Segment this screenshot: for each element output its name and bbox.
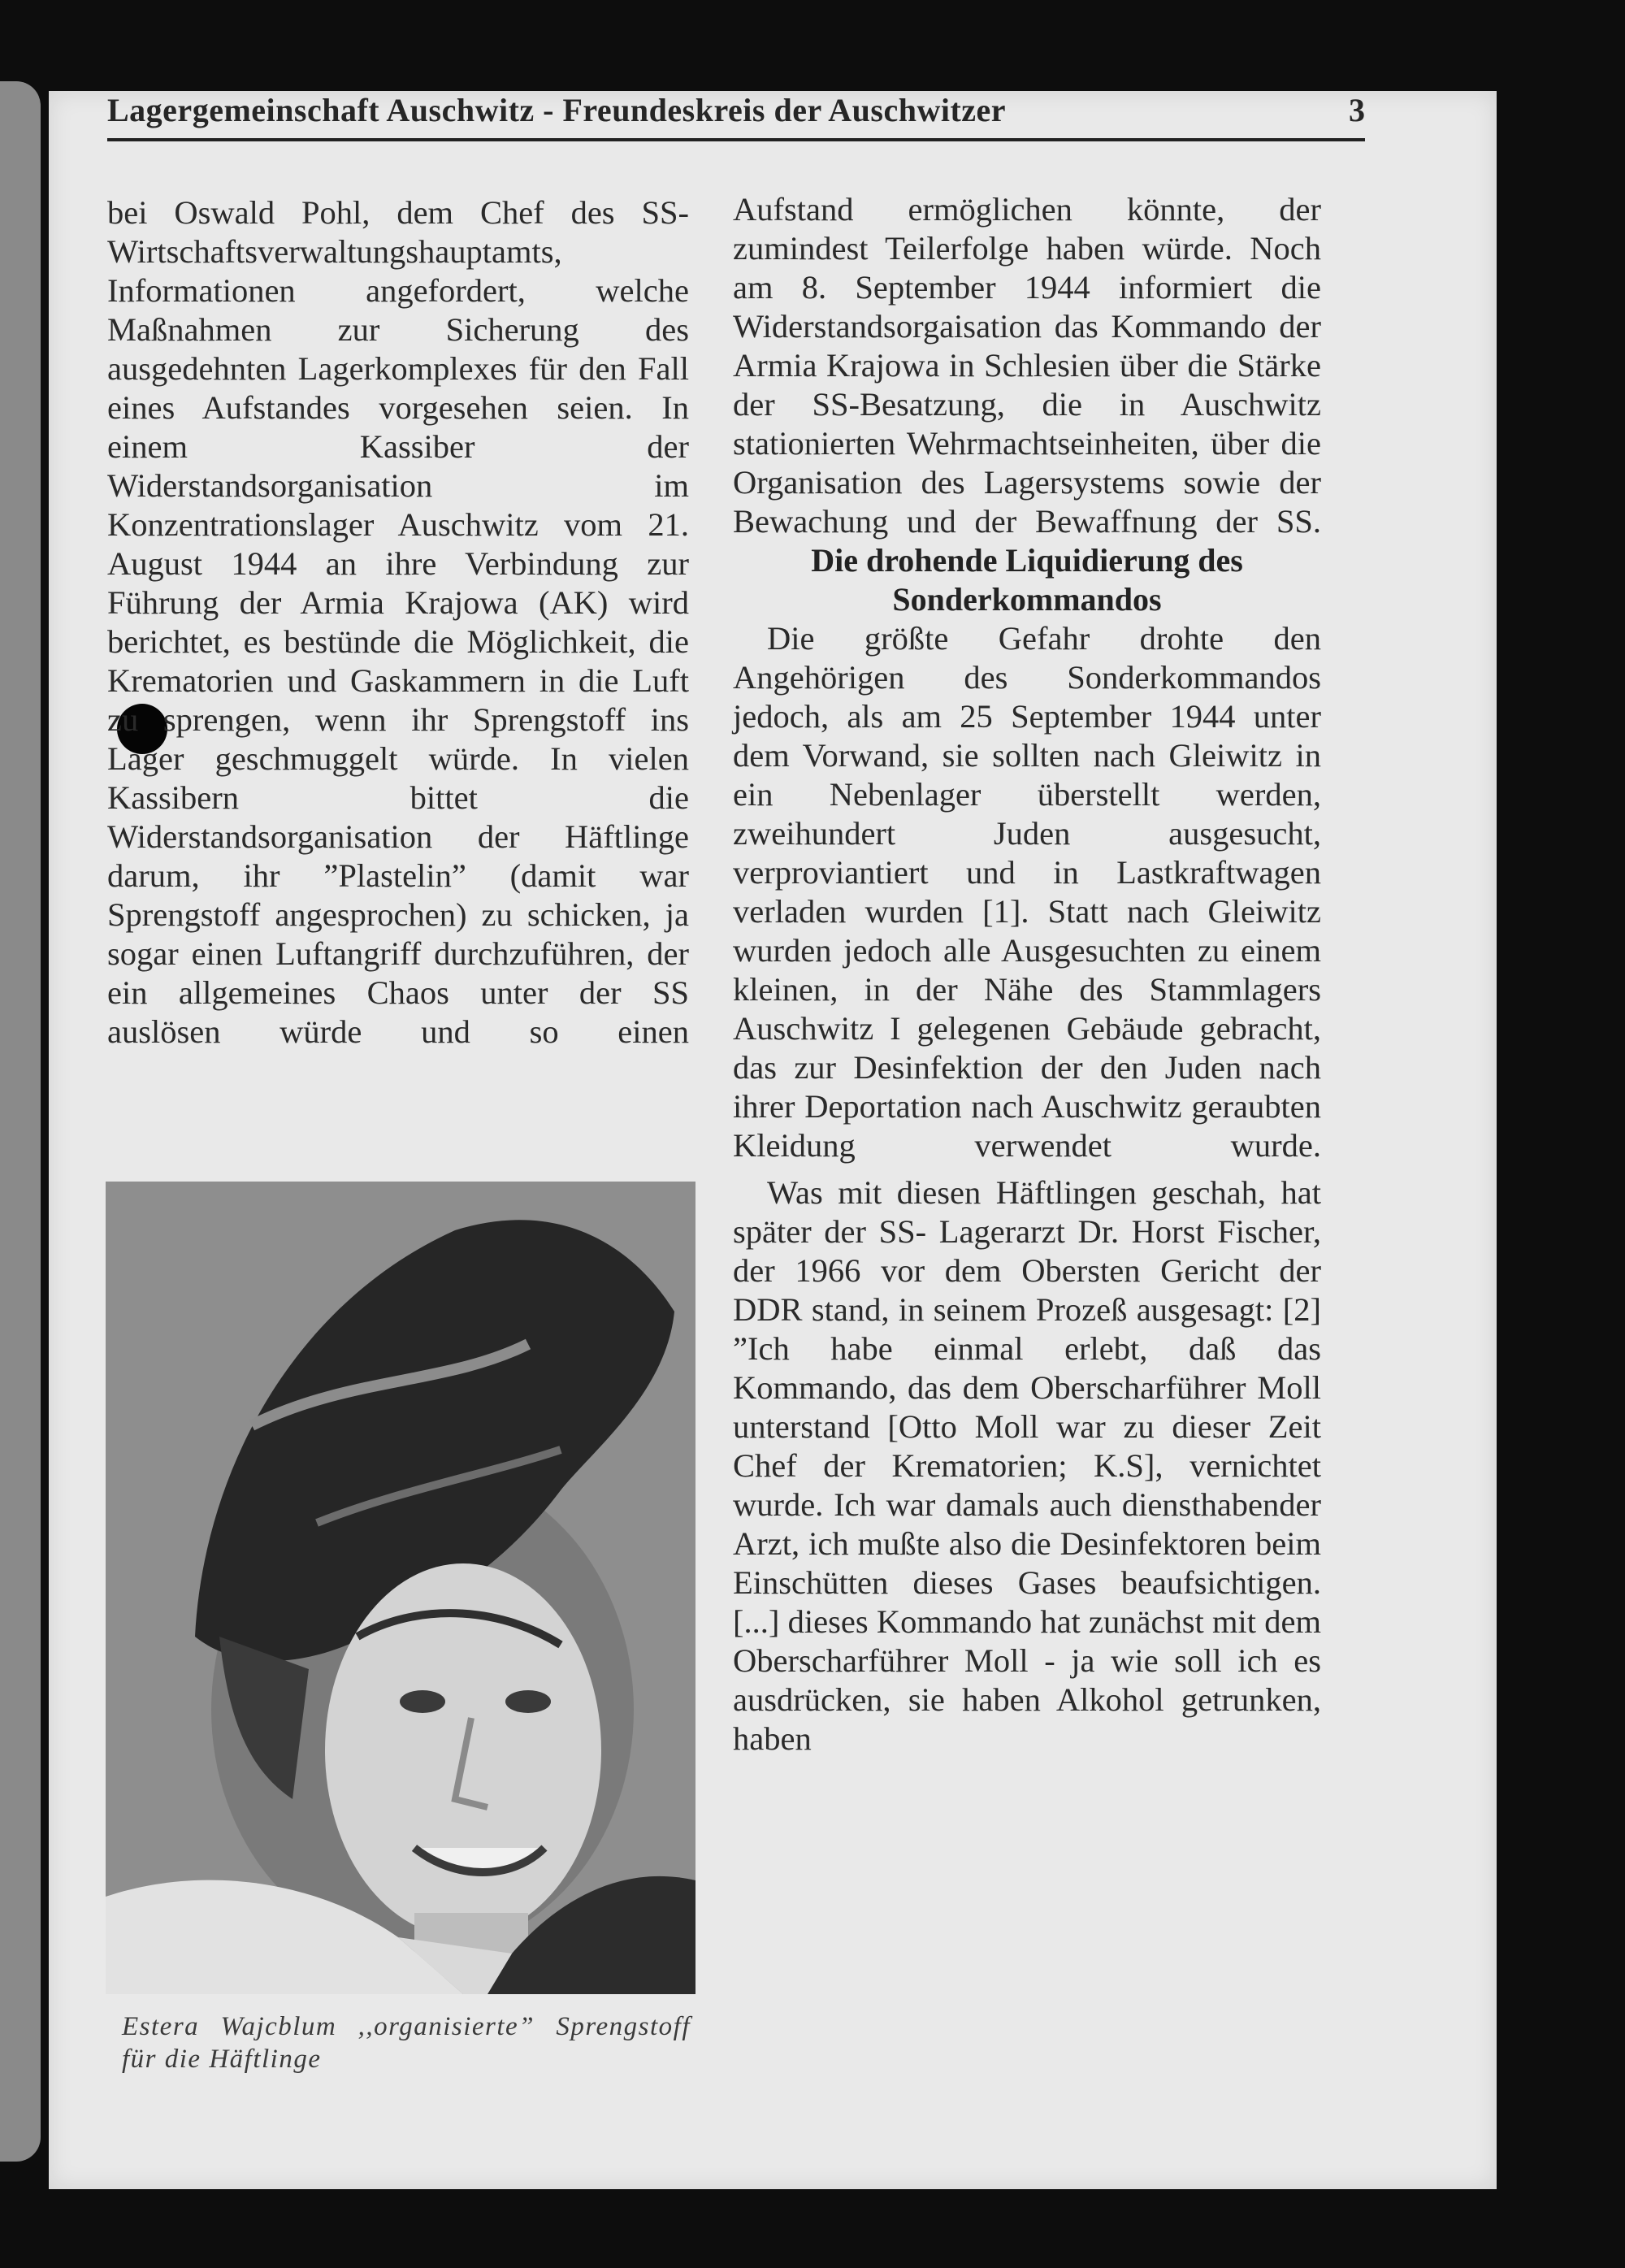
right-column — [733, 190, 1321, 1758]
header-title: Lagergemeinschaft Auschwitz - Freundeskreis der Auschwitzer — [107, 92, 1007, 128]
photo-caption: Estera Wajcblum ,,organisierte” Sprengstoff für die Häftlinge — [122, 2012, 691, 2074]
section-heading: Die drohende Liquidierung des Sonderkommandos — [811, 542, 1243, 618]
adjacent-page-edge — [0, 81, 41, 2162]
left-column — [107, 193, 689, 1052]
right-paragraph-2: Die größte Gefahr drohte den Angehörigen des Sonderkommandos jedoch, als am 25 September 1944 unter dem Vorwand, sie sollten nach Gleiwitz in ein Nebenlager überstellt werden, zweihundert Juden ausgesucht, verproviantiert und in Lastkraftwagen verladen wurden [1]. Statt nach Gleiwitz wurden jedoch alle Ausgesuchten zu einem kleinen, in der Nähe des Stammlagers Auschwitz I gelegenen Gebäude gebracht, das zur Desinfektion der den Juden nach ihrer Deportation nach Auschwitz geraubten Kleidung verwendet wurde. — [733, 620, 1321, 1164]
left-paragraph: bei Oswald Pohl, dem Chef des SS-Wirtschaftsverwaltungshauptamts, Informationen angefordert, welche Maßnahmen zur Sicherung des ausgedehnten Lagerkomplexes für den Fall eines Aufstandes vorgesehen seien. In einem Kassiber der Widerstandsorganisation im Konzentrationslager Auschwitz vom 21. August 1944 an ihre Verbindung zur Führung der Armia Krajowa (AK) wird berichtet, es bestünde die Möglichkeit, die Krematorien und Gaskammern in die Luft zu sprengen, wenn ihr Sprengstoff ins Lager geschmuggelt würde. In vielen Kassibern bittet die Widerstandsorganisation der Häftlinge darum, ihr ”Plastelin” (damit war Sprengstoff angesprochen) zu schicken, ja sogar einen Luftangriff durchzuführen, der ein allgemeines Chaos unter der SS auslösen würde und so einen — [107, 194, 689, 1050]
right-paragraph-1: Aufstand ermöglichen könnte, der zumindest Teilerfolge haben würde. Noch am 8. September 1944 informiert die Widerstandsorgaisation das Kommando der Armia Krajowa in Schlesien über die Stärke der SS-Besatzung, die in Auschwitz stationierten Wehrmachtseinheiten, über die Organisation des Lagersystems sowie der Bewachung und der Bewaffnung der SS. — [733, 191, 1321, 540]
portrait-photo — [106, 1182, 696, 1994]
right-paragraph-3: Was mit diesen Häftlingen geschah, hat später der SS- Lagerarzt Dr. Horst Fischer, der 1966 vor dem Obersten Gericht der DDR stand, in seinem Prozeß ausgesagt: [2] ”Ich habe einmal erlebt, daß das Kommando, das dem Oberscharführer Moll unterstand [Otto Moll war zu dieser Zeit Chef der Krematorien; K.S], vernichtet wurde. Ich war damals auch diensthabender Arzt, ich mußte also die Desinfektoren beim Einschütten dieses Gases beaufsichtigen. [...] dieses Kommando hat zunächst mit dem Oberscharführer Moll - ja wie soll ich es ausdrücken, sie haben Alkohol getrunken, haben — [733, 1174, 1321, 1757]
running-header — [107, 81, 1365, 141]
portrait-illustration — [106, 1182, 696, 1994]
page-number: 3 — [1349, 92, 1365, 128]
